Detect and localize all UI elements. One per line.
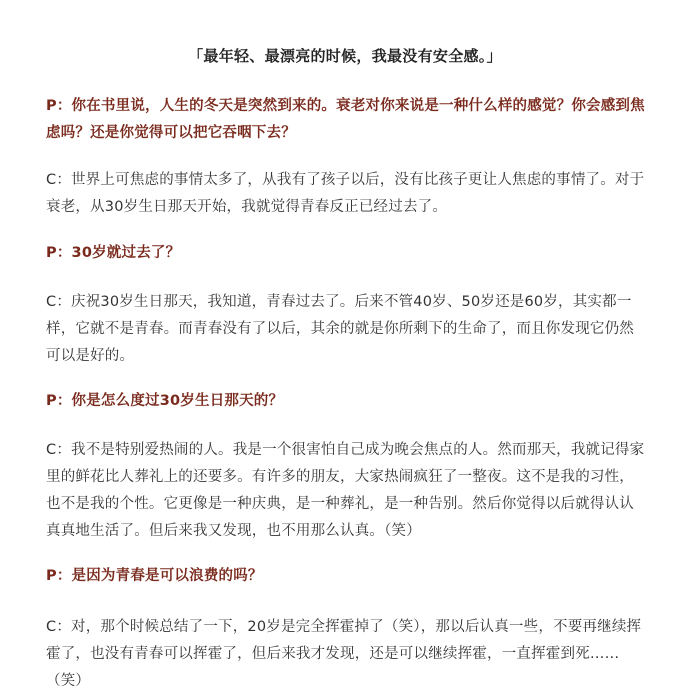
question-4: P：是因为青春是可以浪费的吗？ [46,568,263,584]
answer-2: C：庆祝30岁生日那天，我知道，青春过去了。后来不管40岁、50岁还是60岁，其实都一样，它就不是青春。而青春没有了以后，其余的就是你所剩下的生命了，而且你发现它仍然可以是好的。 [46,294,634,364]
answer-1: C：世界上可焦虑的事情太多了，从我有了孩子以后，没有比孩子更让人焦虑的事情了。对于衰老，从30岁生日那天开始，我就觉得青春反正已经过去了。 [46,172,645,215]
answer-4: C：对，那个时候总结了一下，20岁是完全挥霍掉了（笑），那以后认真一些，不要再继续挥霍了，也没有青春可以挥霍了，但后来我才发现，还是可以继续挥霍，一直挥霍到死……（笑） [46,619,642,689]
answer-3: C：我不是特别爱热闹的人。我是一个很害怕自己成为晚会焦点的人。然而那天，我就记得家里的鲜花比人葬礼上的还要多。有许多的朋友，大家热闹疯狂了一整夜。这不是我的习性，也不是我的个性。它更像是一种庆典，是一种葬礼，是一种告别。然后你觉得以后就得认认真真地生活了。但后来我又发现，也不用那么认真。（笑） [46,442,645,539]
question-3: P：你是怎么度过30岁生日那天的？ [46,393,284,409]
question-2: P：30岁就过去了？ [46,245,181,261]
article-headline: 「最年轻、最漂亮的时候，我最没有安全感。」 [188,47,502,65]
question-1: P：你在书里说，人生的冬天是突然到来的。衰老对你来说是一种什么样的感觉？你会感到焦虑吗？还是你觉得可以把它吞咽下去？ [46,98,645,141]
